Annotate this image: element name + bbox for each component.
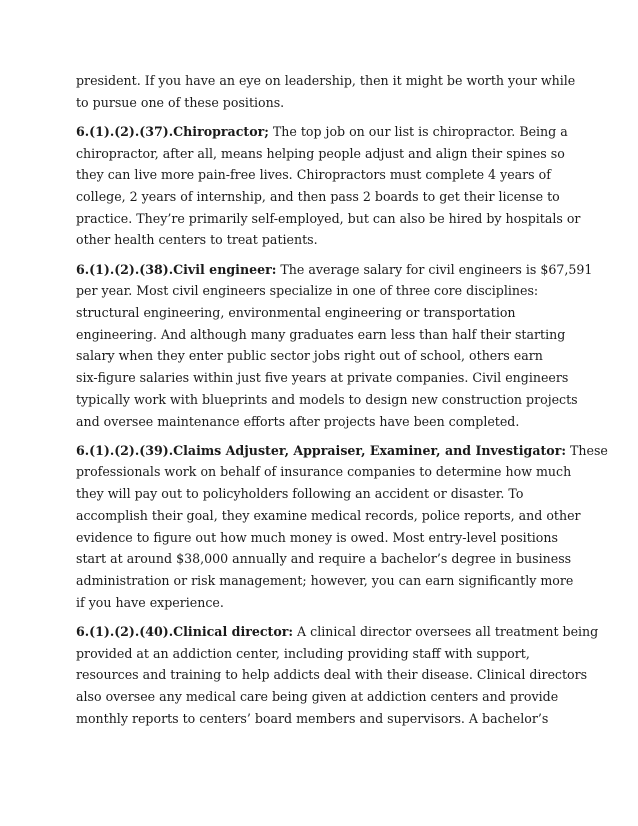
section-heading: 6.(1).(2).(39).Claims Adjuster, Appraiser, Examiner, and Investigator: [76,442,566,458]
text-line: they will pay out to policyholders following an accident or disaster. To [76,486,524,502]
text-run: The average salary for civil engineers is $67,591 [276,261,593,277]
text-run: The top job on our list is chiropractor. Being a [268,123,568,139]
paragraph-civil-engineer [76,259,593,433]
text-line [76,440,608,462]
paragraph-chiropractor [76,121,581,251]
text-line: per year. Most civil engineers specialize in one of three core disciplines: [76,283,539,299]
paragraph-clinical-director [76,621,599,730]
text-line: provided at an addiction center, including providing staff with support, [76,645,530,661]
text-line: engineering. And although many graduates earn less than half their starting [76,326,566,342]
section-heading: 6.(1).(2).(37).Chiropractor; [76,123,269,139]
text-line [76,121,576,143]
text-line: they can live more pain-free lives. Chiropractors must complete 4 years of [76,167,551,183]
text-line: typically work with blueprints and models to design new construction projects [76,391,578,407]
text-line: structural engineering, environmental engineering or transportation [76,305,516,321]
text-line: monthly reports to centers’ board members and supervisors. A bachelor’s [76,710,549,726]
document-page [76,70,608,737]
text-line: other health centers to treat patients. [76,232,318,248]
text-line: president. If you have an eye on leadership, then it might be worth your while [76,73,576,88]
text-line: and oversee maintenance efforts after projects have been completed. [76,413,520,429]
text-line: practice. They’re primarily self-employed, but can also be hired by hospitals or [76,210,581,226]
text-run: These [565,442,608,458]
text-line: start at around $38,000 annually and require a bachelor’s degree in business [76,551,572,567]
text-line [76,621,599,643]
section-heading: 6.(1).(2).(40).Clinical director: [76,623,294,639]
text-line: resources and training to help addicts deal with their disease. Clinical directors [76,667,588,683]
text-line: chiropractor, after all, means helping people adjust and align their spines so [76,145,565,161]
text-line: to pursue one of these positions. [76,94,285,110]
text-line: accomplish their goal, they examine medical records, police reports, and other [76,507,581,523]
text-line: college, 2 years of internship, and then pass 2 boards to get their license to [76,189,560,205]
text-line: administration or risk management; however, you can earn significantly more [76,572,574,588]
text-line: also oversee any medical care being given at addiction centers and provide [76,688,559,704]
text-run: A clinical director oversees all treatment being [293,623,599,639]
paragraph-intro [76,70,576,113]
text-line [76,259,593,281]
text-line: evidence to figure out how much money is owed. Most entry-level positions [76,529,558,545]
text-line: six-figure salaries within just five years at private companies. Civil engineers [76,370,569,386]
text-line: salary when they enter public sector jobs right out of school, others earn [76,348,543,364]
text-line: if you have experience. [76,594,224,610]
text-line: professionals work on behalf of insurance companies to determine how much [76,464,572,480]
section-heading: 6.(1).(2).(38).Civil engineer: [76,261,277,277]
paragraph-claims-adjuster [76,440,608,614]
